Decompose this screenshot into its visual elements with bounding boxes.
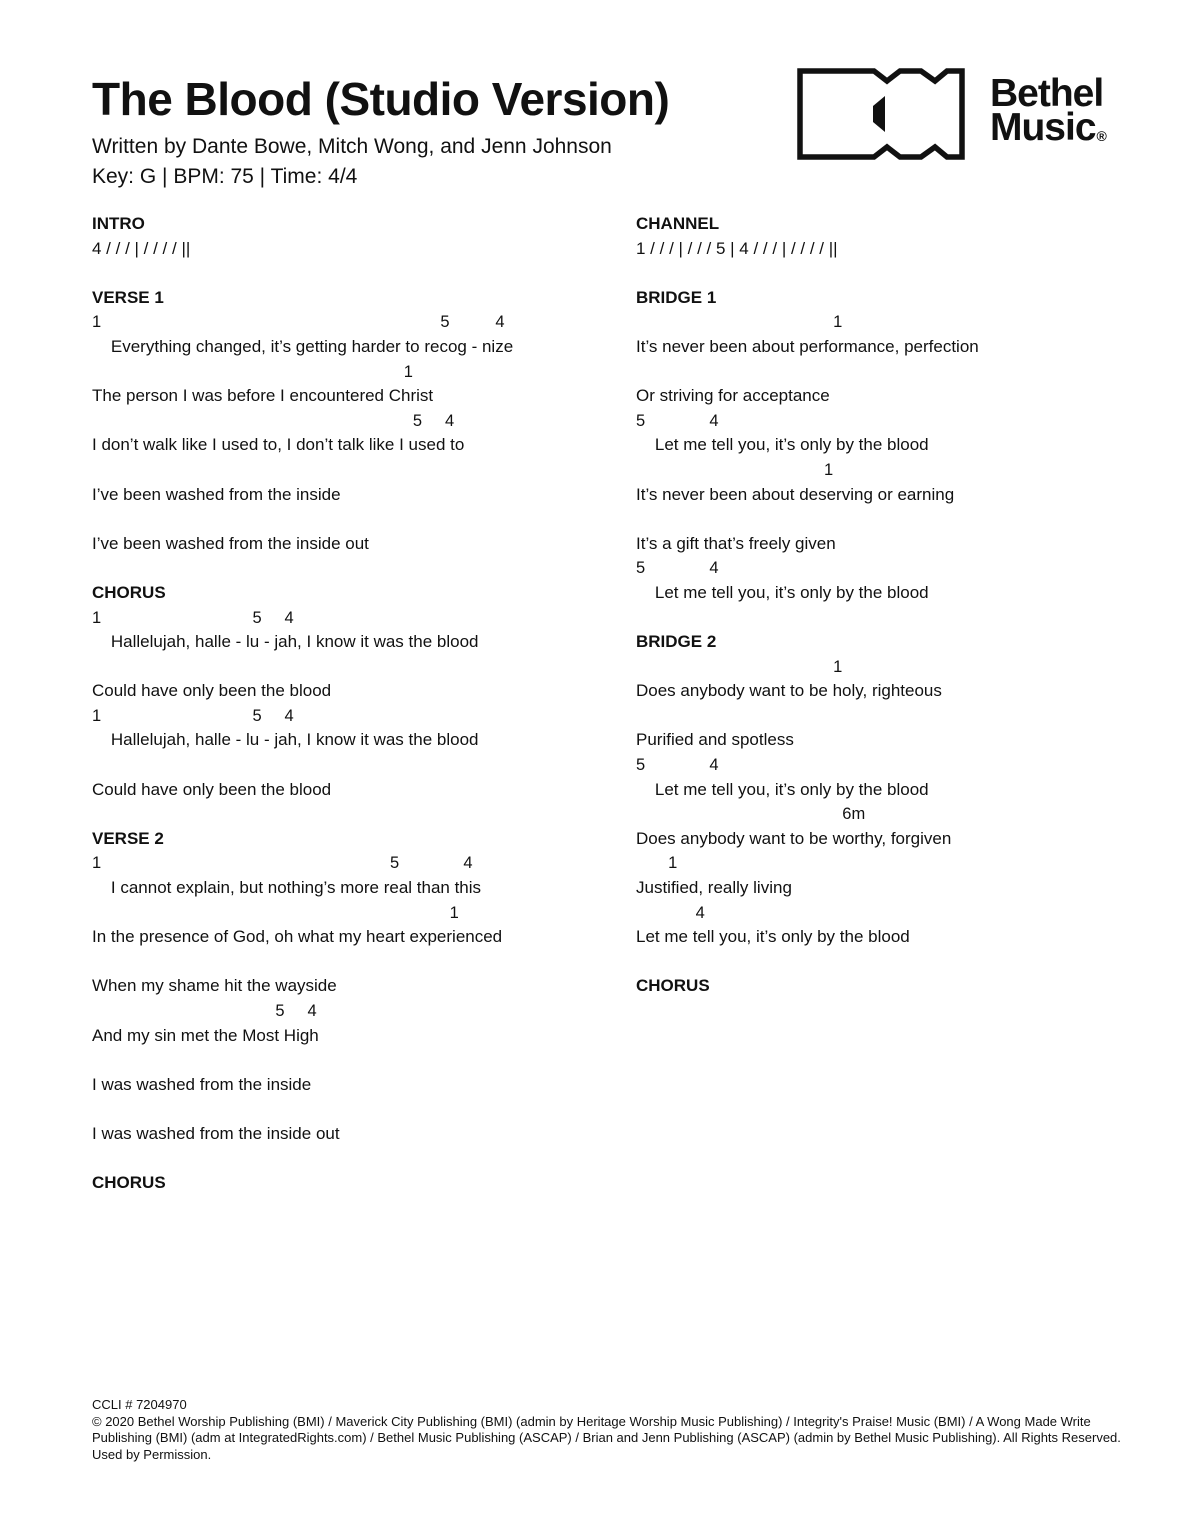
lyric-line: I cannot explain, but nothing’s more real than this — [92, 878, 482, 898]
lyric-line: I was washed from the inside out — [92, 1123, 340, 1143]
chord-line: 1 — [636, 460, 834, 479]
blank-line — [92, 753, 612, 778]
lyric-line: Let me tell you, it’s only by the blood — [636, 779, 929, 799]
lyric-line: Let me tell you, it’s only by the blood — [636, 435, 929, 455]
blank-line — [92, 507, 612, 532]
chord-line: 1 5 4 — [92, 608, 294, 627]
lyric-line: Could have only been the blood — [92, 681, 332, 701]
blank-line — [636, 704, 1156, 729]
chorus-repeat-section — [92, 1171, 612, 1196]
chord-line: 5 4 — [92, 411, 455, 430]
lyric-line: And my sin met the Most High — [92, 1025, 319, 1045]
chord-line: 1 5 4 — [92, 313, 505, 332]
bethel-music-logo-icon — [797, 68, 965, 160]
song-title: The Blood (Studio Version) — [92, 73, 670, 125]
brand-line-2: Music — [990, 106, 1096, 149]
writers-credit: Written by Dante Bowe, Mitch Wong, and Jenn Johnson — [92, 135, 612, 158]
section-title: CHANNEL — [636, 214, 720, 233]
section-title: CHORUS — [92, 582, 166, 602]
chord-line: 1 — [636, 313, 843, 332]
chord-line: 6m — [636, 805, 866, 824]
chord-line: 1 5 4 — [92, 854, 473, 873]
section-title: VERSE 2 — [92, 828, 164, 848]
channel-section — [636, 212, 1156, 261]
section-title: BRIDGE 2 — [636, 632, 717, 652]
lyric-line: Let me tell you, it’s only by the blood — [636, 582, 929, 602]
section-title: VERSE 1 — [92, 287, 164, 307]
brand-line-1: Bethel — [990, 72, 1104, 115]
lyric-line: The person I was before I encountered Christ — [92, 386, 434, 406]
section-title: BRIDGE 1 — [636, 287, 717, 307]
lyric-line: Purified and spotless — [636, 730, 794, 750]
copyright-notice: © 2020 Bethel Worship Publishing (BMI) / Maverick City Publishing (BMI) (admin by Heritage Worship Music Publishing) / Integrity's Praise! Music (BMI) / A Wong Made Write Publishing (BMI) (adm at IntegratedRights.com) / Bethel Music Publishing (ASCAP) / Brian and Jenn Publishing (ASCAP) (admin by Bethel Music Publishing). All Rights Reserved. Used by Permission. — [92, 1413, 1121, 1462]
intro-bar: 4 / / / | / / / / || — [92, 238, 191, 258]
chord-line: 4 — [636, 903, 705, 922]
brand-wordmark — [990, 72, 1106, 149]
blank-line — [636, 507, 1156, 532]
lyric-line: When my shame hit the wayside — [92, 976, 337, 996]
lyric-line: Everything changed, it’s getting harder to recog - nize — [92, 336, 514, 356]
lyric-line: Does anybody want to be worthy, forgiven — [636, 828, 952, 848]
bridge1-section — [636, 286, 1156, 606]
blank-line — [92, 655, 612, 680]
lyric-line: In the presence of God, oh what my heart experienced — [92, 927, 503, 947]
chorus-section — [92, 581, 612, 802]
verse2-section — [92, 827, 612, 1147]
footer — [92, 1397, 1152, 1463]
lyric-line: I’ve been washed from the inside — [92, 484, 341, 504]
lyric-line: I was washed from the inside — [92, 1074, 312, 1094]
lyric-line: It’s never been about performance, perfection — [636, 336, 979, 356]
chord-line: 1 — [92, 362, 413, 381]
lyric-line: Could have only been the blood — [92, 779, 332, 799]
lyric-line: Does anybody want to be holy, righteous — [636, 681, 942, 701]
verse1-section — [92, 286, 612, 557]
left-column — [92, 212, 612, 1196]
lyric-line: Let me tell you, it’s only by the blood — [636, 927, 910, 947]
registered-mark: ® — [1096, 128, 1106, 144]
section-title: CHORUS — [92, 1173, 166, 1193]
intro-section — [92, 212, 612, 261]
chord-line: 5 4 — [92, 1002, 317, 1020]
lyric-line: Justified, really living — [636, 878, 792, 898]
blank-line — [636, 360, 1156, 385]
blank-line — [92, 950, 612, 975]
lyric-line: Hallelujah, halle - lu - jah, I know it was the blood — [92, 632, 479, 652]
lyric-line: I don’t walk like I used to, I don’t talk like I used to — [92, 435, 465, 455]
section-title: CHORUS — [636, 976, 710, 996]
blank-line — [92, 458, 612, 483]
chord-line: 1 — [636, 854, 678, 873]
chorus-repeat-section — [636, 974, 1156, 999]
chord-line: 1 — [92, 903, 459, 922]
lyric-line: It’s a gift that’s freely given — [636, 533, 836, 553]
lyric-line: Hallelujah, halle - lu - jah, I know it was the blood — [92, 730, 479, 750]
lyric-line: It’s never been about deserving or earning — [636, 484, 955, 504]
blank-line — [92, 1048, 612, 1073]
key-bpm-time: Key: G | BPM: 75 | Time: 4/4 — [92, 165, 358, 188]
lyric-line: Or striving for acceptance — [636, 386, 830, 406]
chord-line: 5 4 — [636, 756, 719, 775]
chord-line: 1 — [636, 657, 843, 676]
blank-line — [92, 1097, 612, 1122]
section-title: INTRO — [92, 214, 145, 233]
ccli-number: CCLI # 7204970 — [92, 1397, 187, 1412]
chord-line: 1 5 4 — [92, 706, 294, 725]
channel-bar: 1 / / / | / / / 5 | 4 / / / | / / / / || — [636, 238, 838, 258]
chord-line: 5 4 — [636, 559, 719, 578]
chord-line: 5 4 — [636, 411, 719, 430]
lyric-line: I’ve been washed from the inside out — [92, 533, 369, 553]
right-column — [636, 212, 1156, 999]
bridge2-section — [636, 630, 1156, 950]
